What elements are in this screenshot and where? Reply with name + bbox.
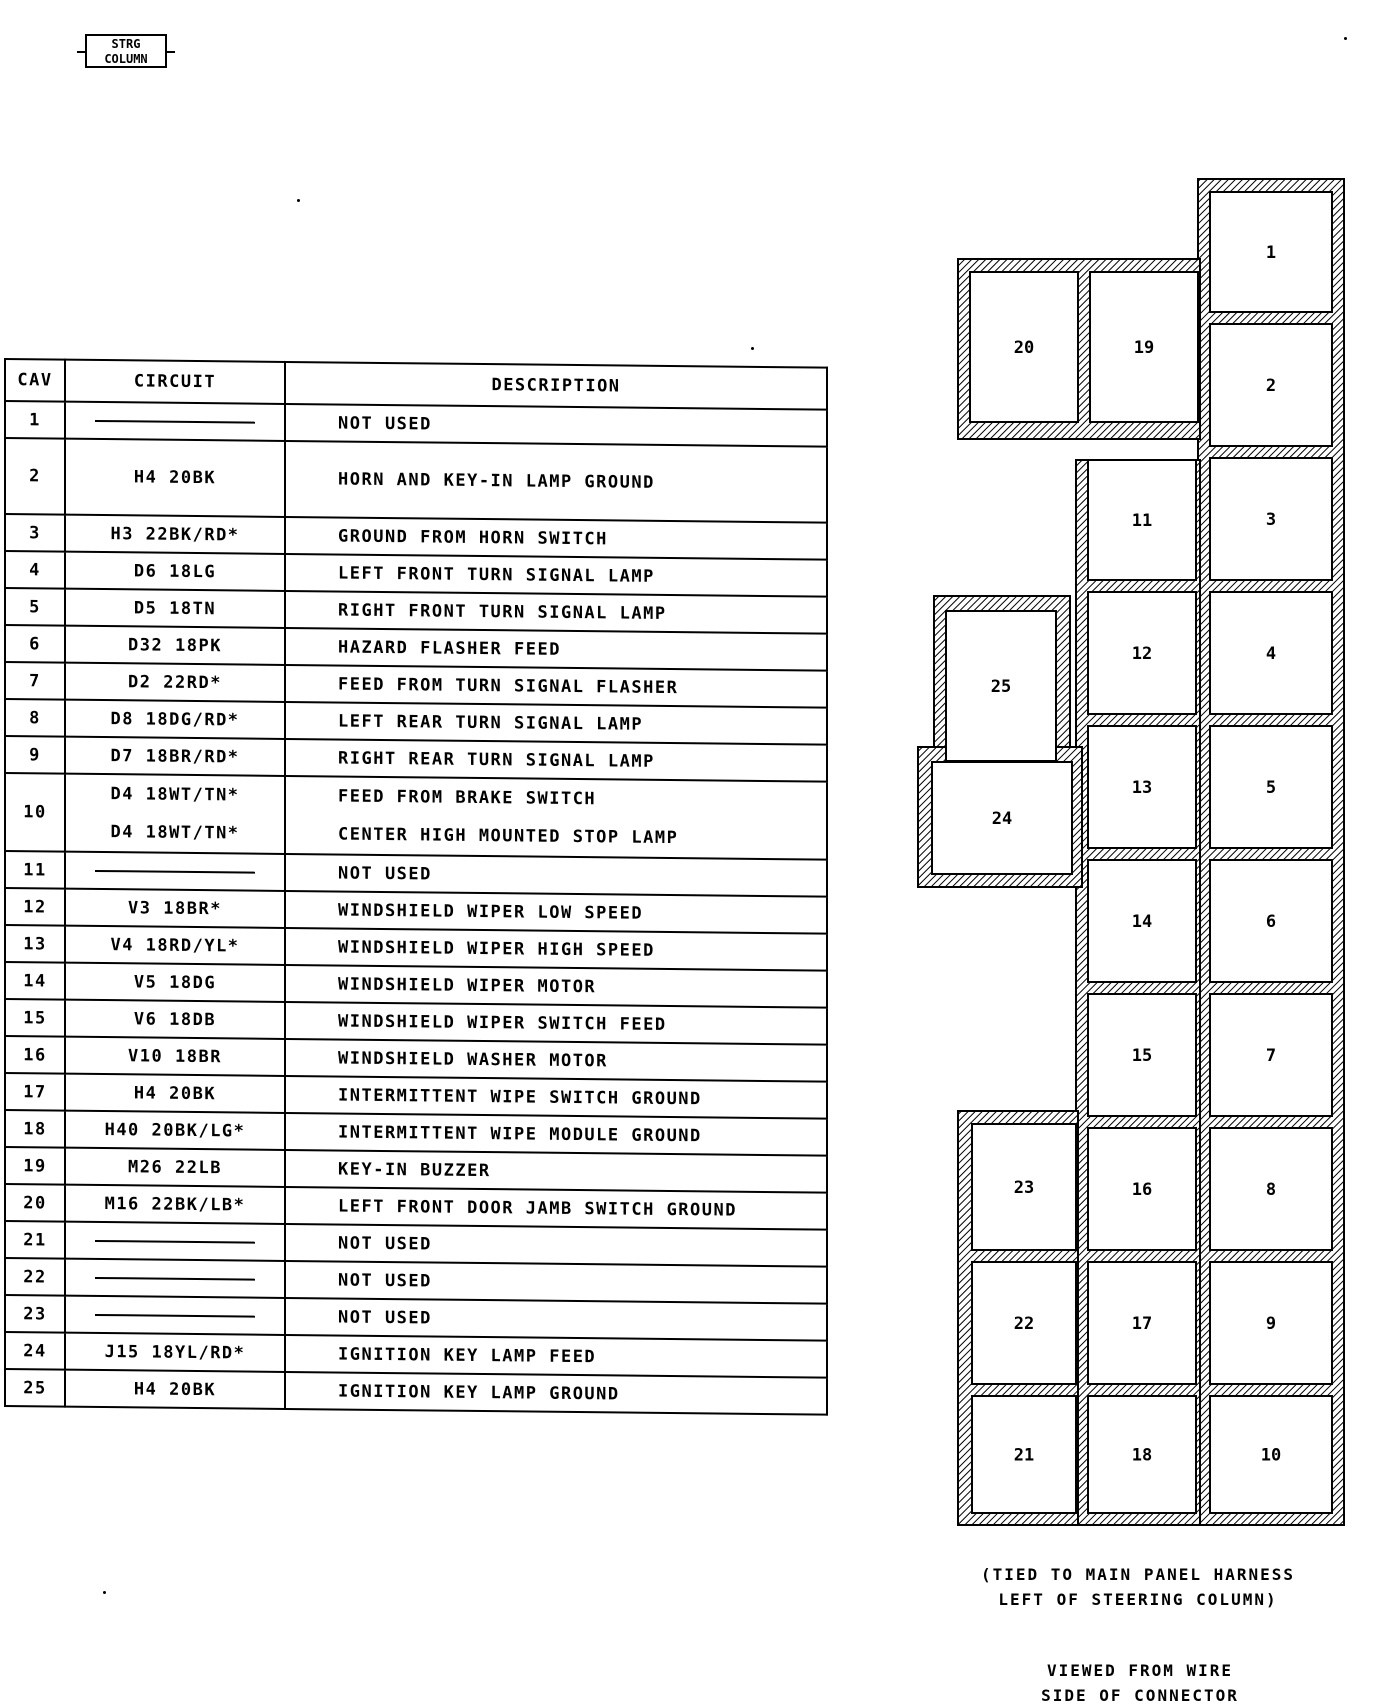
cell-description: WINDSHIELD WIPER LOW SPEED [285,891,827,934]
label-line-2: COLUMN [104,52,148,66]
cell-circuit: M26 22LB [65,1148,285,1187]
scan-speck [751,347,754,350]
cell-circuit: D6 18LG [65,552,285,591]
cell-description: LEFT FRONT TURN SIGNAL LAMP [285,554,827,597]
tied-note-line-2: LEFT OF STEERING COLUMN) [998,1590,1278,1609]
cell-circuit: H4 20BK [65,439,285,517]
cell-description: RIGHT REAR TURN SIGNAL LAMP [285,739,827,782]
cell-description: INTERMITTENT WIPE SWITCH GROUND [285,1076,827,1119]
cell-cav: 16 [5,1036,65,1074]
cell-circuit: D8 18DG/RD* [65,700,285,739]
cell-description: GROUND FROM HORN SWITCH [285,517,827,560]
cavity-number: 14 [1131,912,1153,932]
cavity-number: 6 [1265,912,1277,932]
cavity-number: 21 [1013,1445,1035,1466]
cell-cav: 14 [5,962,65,1000]
viewed-note [1000,1658,1280,1708]
cavity-number: 15 [1131,1046,1153,1066]
cell-circuit: V6 18DB [65,1000,285,1039]
cell-cav: 21 [5,1221,65,1259]
cell-cav: 8 [5,699,65,737]
cell-description: IGNITION KEY LAMP GROUND [285,1372,827,1415]
cell-cav: 25 [5,1369,65,1407]
cell-description: LEFT REAR TURN SIGNAL LAMP [285,702,827,745]
cell-cav: 10 [5,773,65,852]
tied-note-line-1: (TIED TO MAIN PANEL HARNESS [980,1565,1296,1584]
circuit-line: D4 18WT/TN* [110,822,240,844]
cell-description: IGNITION KEY LAMP FEED [285,1335,827,1378]
cell-cav: 6 [5,625,65,663]
cavity-number: 5 [1265,778,1277,798]
scan-speck [103,1591,106,1594]
cell-description: NOT USED [285,1298,827,1341]
cavity-number: 18 [1131,1445,1153,1466]
cell-description: NOT USED [285,1261,827,1304]
cell-cav: 7 [5,662,65,700]
cell-circuit: V5 18DG [65,963,285,1002]
cell-cav: 9 [5,736,65,774]
header-circuit: CIRCUIT [65,360,285,404]
cell-cav: 13 [5,925,65,963]
cell-circuit: D2 22RD* [65,663,285,702]
cavity-number: 24 [991,809,1013,829]
cell-description: INTERMITTENT WIPE MODULE GROUND [285,1113,827,1156]
cell-description: WINDSHIELD WIPER SWITCH FEED [285,1002,827,1045]
cell-circuit: V3 18BR* [65,889,285,928]
cell-cav: 11 [5,851,65,889]
cell-circuit: M16 22BK/LB* [65,1185,285,1224]
cell-cav: 24 [5,1332,65,1370]
cell-cav: 4 [5,551,65,589]
cell-cav: 1 [5,401,65,439]
cell-cav: 19 [5,1147,65,1185]
cavity-number: 11 [1131,511,1153,531]
cavity-number: 7 [1265,1046,1277,1066]
cell-circuit: V10 18BR [65,1037,285,1076]
description-line: CENTER HIGH MOUNTED STOP LAMP [338,824,679,849]
cavity-number: 2 [1265,376,1277,396]
cell-cav: 20 [5,1184,65,1222]
cell-description: KEY-IN BUZZER [285,1150,827,1193]
cell-circuit: D7 18BR/RD* [65,737,285,776]
cell-cav: 18 [5,1110,65,1148]
scan-speck [1344,37,1347,40]
header-description: DESCRIPTION [285,362,827,410]
cell-cav: 23 [5,1295,65,1333]
tied-note [968,1562,1308,1612]
cell-description: RIGHT FRONT TURN SIGNAL LAMP [285,591,827,634]
cell-circuit: D5 18TN [65,589,285,628]
cavity-number: 8 [1265,1180,1277,1200]
viewed-note-line-1: VIEWED FROM WIRE [1046,1661,1234,1680]
cavity-number: 13 [1131,778,1153,798]
cell-cav: 12 [5,888,65,926]
cell-circuit: J15 18YL/RD* [65,1333,285,1372]
cavity-number: 9 [1265,1314,1277,1334]
cell-description: NOT USED [285,404,827,447]
cell-description: WINDSHIELD WASHER MOTOR [285,1039,827,1082]
cavity-number: 10 [1260,1445,1282,1466]
label-line-1: STRG [111,37,141,51]
cell-circuit: D32 18PK [65,626,285,665]
header-cav: CAV [5,359,65,402]
cavity-number: 3 [1265,510,1277,530]
cavity-number: 4 [1265,644,1277,664]
cell-description: NOT USED [285,1224,827,1267]
cavity-number: 1 [1265,243,1277,263]
cavity-number: 16 [1131,1180,1153,1200]
cell-description: WINDSHIELD WIPER HIGH SPEED [285,928,827,971]
cell-description: FEED FROM TURN SIGNAL FLASHER [285,665,827,708]
cell-cav: 15 [5,999,65,1037]
cell-description: NOT USED [285,854,827,897]
cell-cav: 2 [5,438,65,515]
cavity-number: 20 [1013,338,1035,358]
cavity-number: 23 [1013,1178,1035,1198]
cell-circuit: H40 20BK/LG* [65,1111,285,1150]
cavity-number: 25 [990,677,1012,697]
cell-description: HAZARD FLASHER FEED [285,628,827,671]
circuit-line: D4 18WT/TN* [110,784,240,806]
cell-circuit: H4 20BK [65,1370,285,1409]
cell-description: LEFT FRONT DOOR JAMB SWITCH GROUND [285,1187,827,1230]
cavity-number: 12 [1131,644,1153,664]
scan-speck [297,199,300,202]
cell-circuit: V4 18RD/YL* [65,926,285,965]
cell-description: HORN AND KEY-IN LAMP GROUND [285,441,827,523]
cell-circuit: H4 20BK [65,1074,285,1113]
description-line: FEED FROM BRAKE SWITCH [338,786,597,810]
cavity-number: 17 [1131,1314,1153,1334]
cell-cav: 17 [5,1073,65,1111]
cell-cav: 22 [5,1258,65,1296]
cell-cav: 5 [5,588,65,626]
cell-description: WINDSHIELD WIPER MOTOR [285,965,827,1008]
viewed-note-line-2: SIDE OF CONNECTOR [1041,1686,1239,1705]
cell-circuit: H3 22BK/RD* [65,515,285,554]
cavity-number: 22 [1013,1314,1035,1334]
cell-cav: 3 [5,514,65,552]
cavity-number: 19 [1133,338,1155,358]
